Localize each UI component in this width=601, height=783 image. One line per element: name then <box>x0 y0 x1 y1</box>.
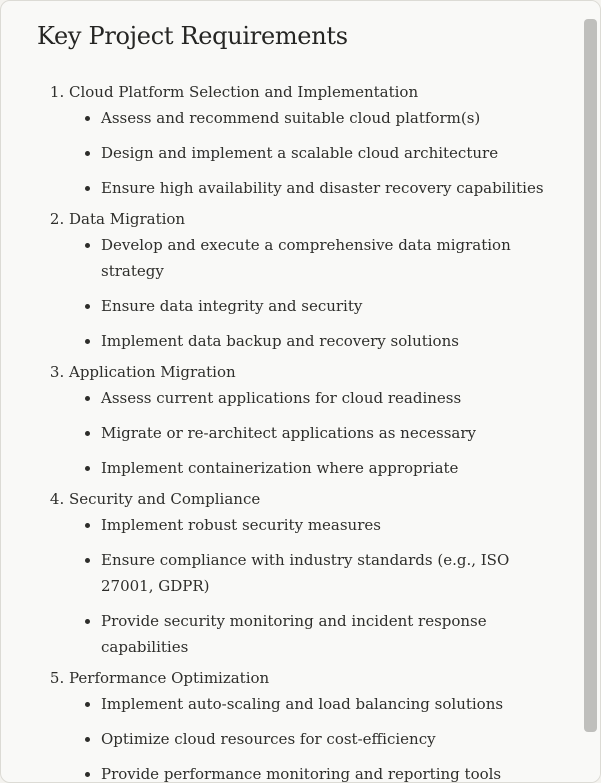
bullet-item: • Implement auto-scaling and load balancing solutions <box>101 691 549 717</box>
section-item <box>69 486 549 660</box>
document-content <box>1 1 581 782</box>
bullet-item: • Migrate or re-architect applications as necessary <box>101 420 549 446</box>
bullet-item: • Provide performance monitoring and reporting tools <box>101 761 549 782</box>
section-heading: Application Migration <box>69 363 236 381</box>
bullet-item: • Optimize cloud resources for cost-efficiency <box>101 726 549 752</box>
section-bullets <box>69 512 549 660</box>
bullet-item: • Assess and recommend suitable cloud platform(s) <box>101 105 549 131</box>
section-heading: Security and Compliance <box>69 490 261 508</box>
bullet-item: • Implement data backup and recovery solutions <box>101 328 549 354</box>
section-bullets <box>69 232 549 354</box>
bullet-item: • Design and implement a scalable cloud architecture <box>101 140 549 166</box>
section-item <box>69 206 549 354</box>
section-bullets <box>69 105 549 201</box>
page-title: Key Project Requirements <box>37 22 348 50</box>
bullet-item: • Assess current applications for cloud readiness <box>101 385 549 411</box>
section-item <box>69 79 549 201</box>
bullet-item: • Ensure data integrity and security <box>101 293 549 319</box>
section-heading: Data Migration <box>69 210 186 228</box>
bullet-item: • Implement containerization where appropriate <box>101 455 549 481</box>
bullet-item: • Ensure compliance with industry standards (e.g., ISO 27001, GDPR) <box>101 547 549 599</box>
section-item <box>69 359 549 481</box>
scrollbar-thumb[interactable] <box>584 19 597 732</box>
requirements-list <box>1 79 549 782</box>
vertical-scrollbar[interactable] <box>581 1 600 782</box>
bullet-item: • Provide security monitoring and incident response capabilities <box>101 608 549 660</box>
bullet-item: • Develop and execute a comprehensive data migration strategy <box>101 232 549 284</box>
section-heading: Performance Optimization <box>69 669 270 687</box>
bullet-item: • Implement robust security measures <box>101 512 549 538</box>
section-bullets <box>69 691 549 782</box>
section-item <box>69 665 549 782</box>
section-heading: Cloud Platform Selection and Implementation <box>69 83 419 101</box>
bullet-item: • Ensure high availability and disaster recovery capabilities <box>101 175 549 201</box>
section-bullets <box>69 385 549 481</box>
